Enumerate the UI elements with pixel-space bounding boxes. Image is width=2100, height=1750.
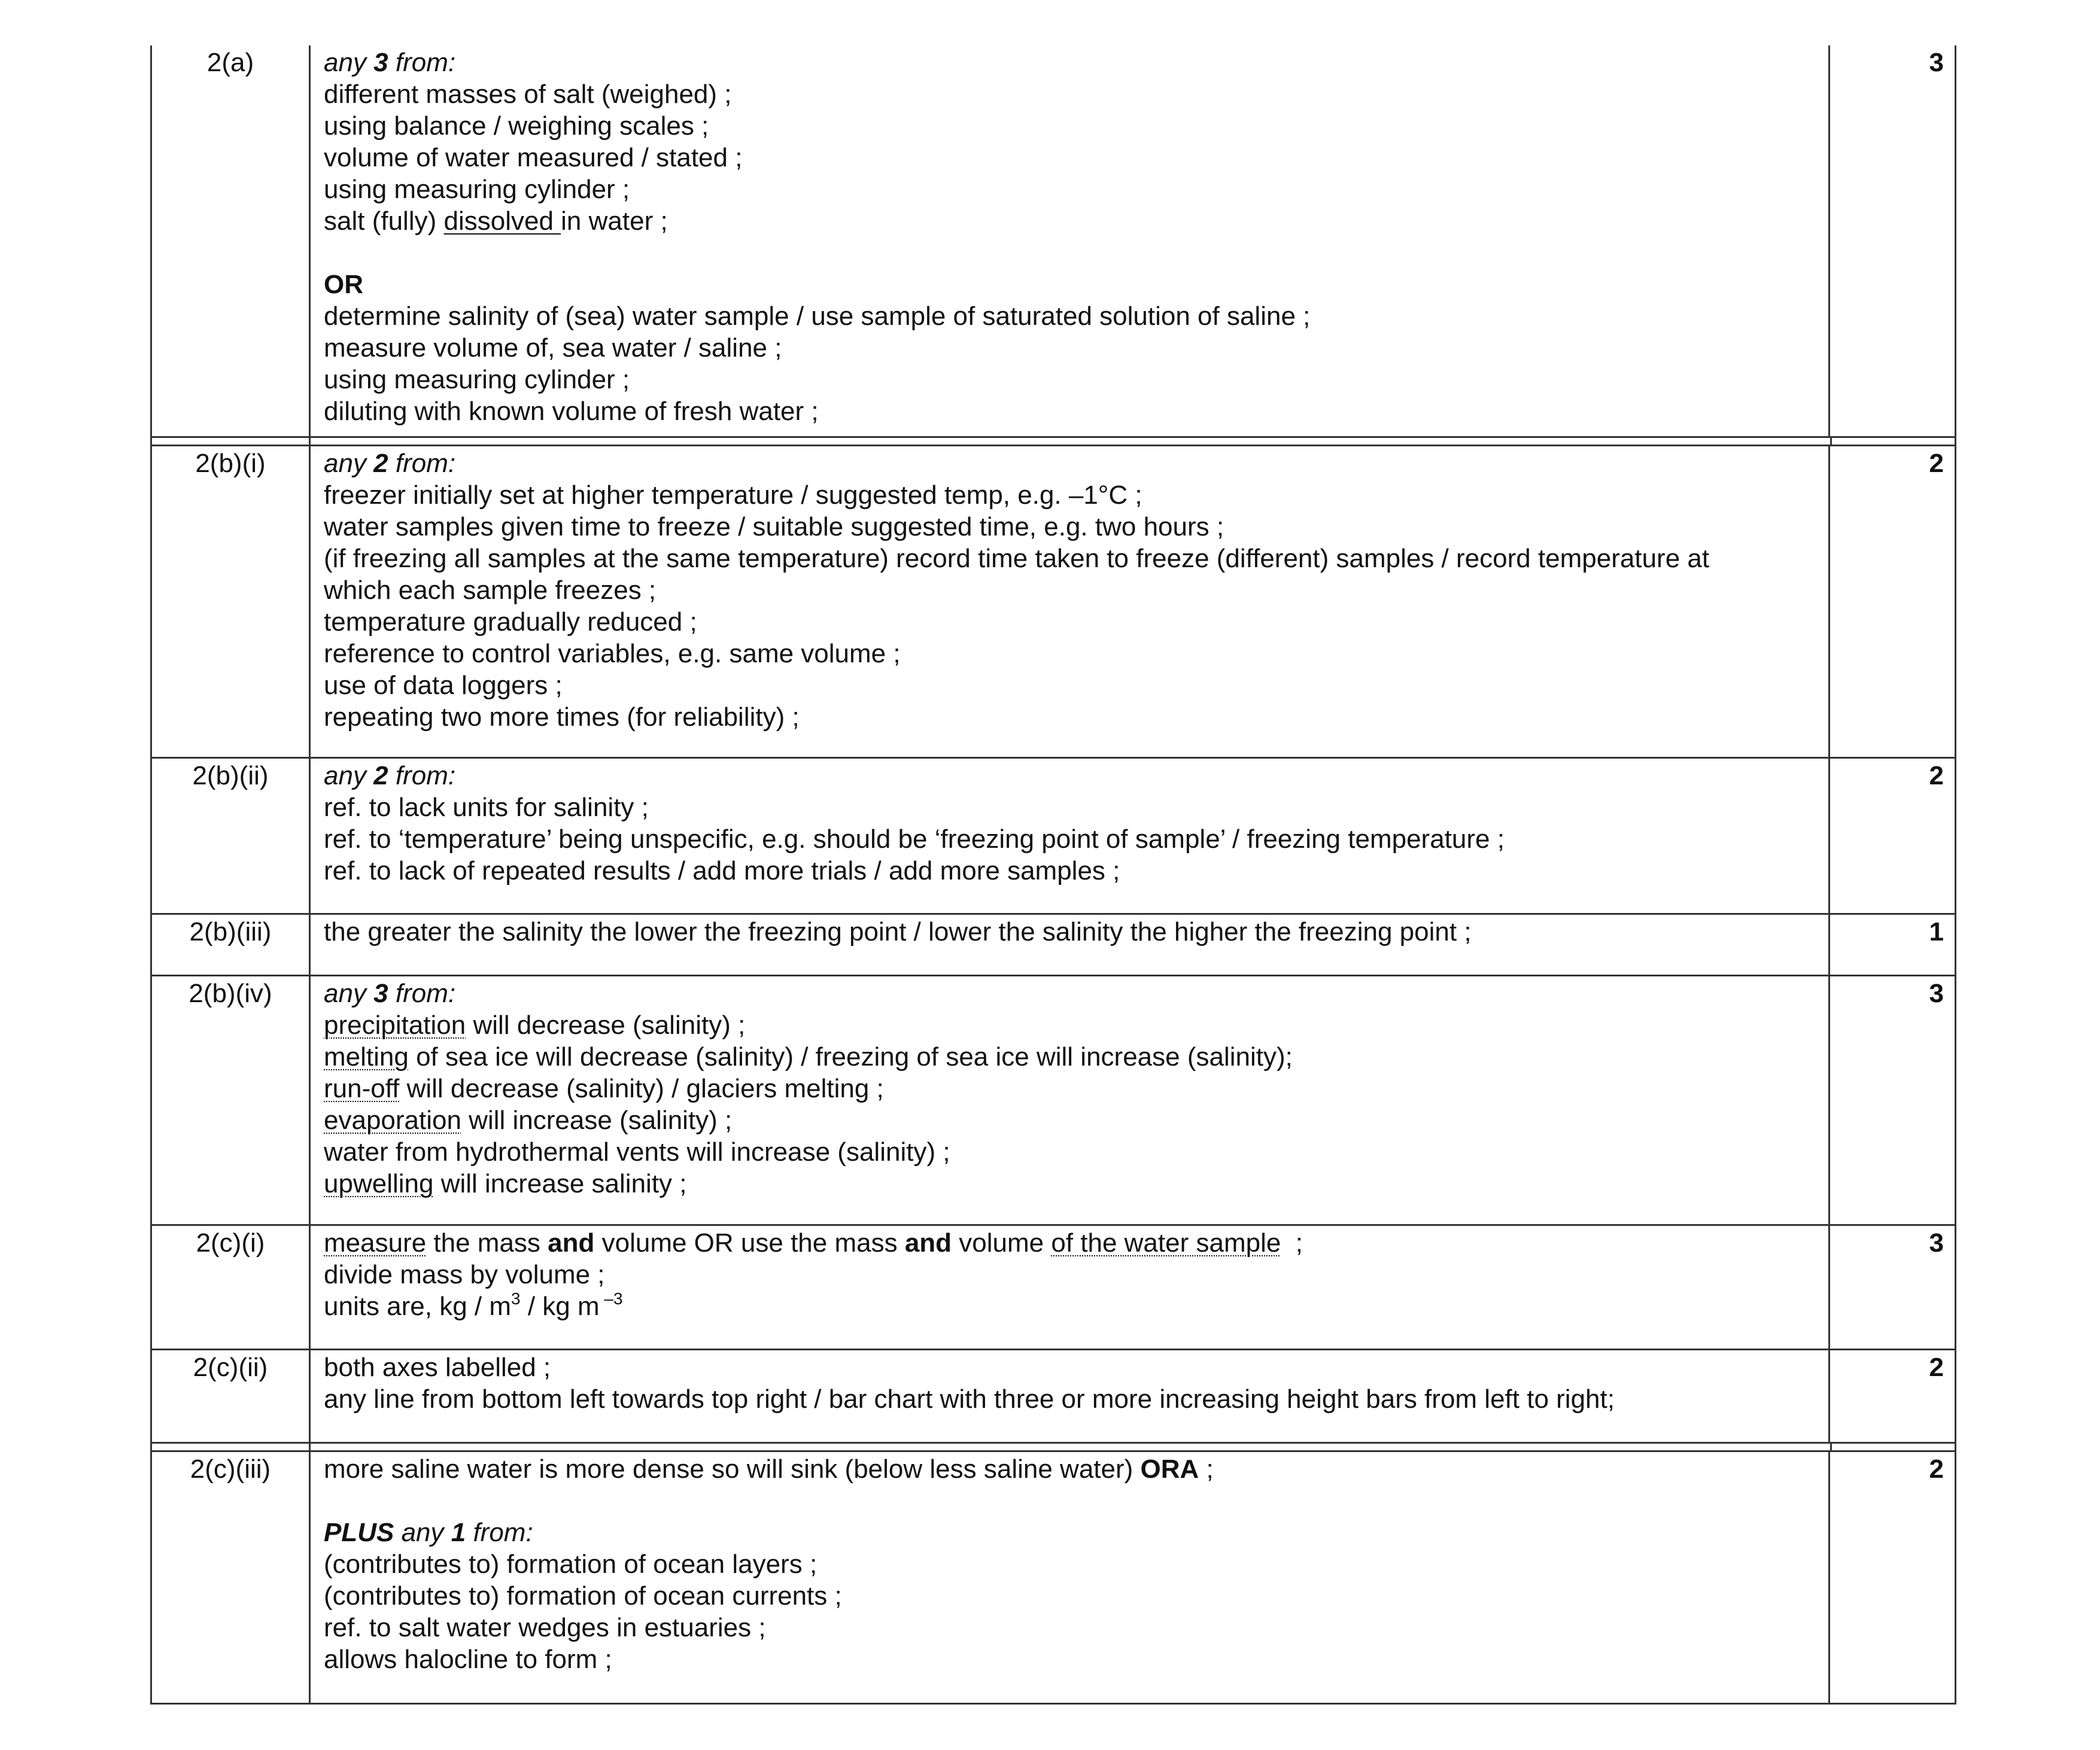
- answer-cell: [311, 1452, 1828, 1687]
- answer-line: salt (fully) dissolved in water ;: [324, 206, 668, 236]
- table-row: [150, 759, 1956, 915]
- answer-line: diluting with known volume of fresh water ;: [324, 397, 819, 426]
- answer-line: reference to control variables, e.g. same volume ;: [324, 639, 901, 668]
- question-number: 2(a): [152, 45, 311, 436]
- question-number: 2(c)(iii): [152, 1452, 311, 1703]
- answer-cell: [311, 1226, 1828, 1334]
- answer-line: using balance / weighing scales ;: [324, 111, 709, 141]
- answer-line: (contributes to) formation of ocean layers ;: [324, 1550, 817, 1579]
- answer-line: determine salinity of (sea) water sample / use sample of saturated solution of saline ;: [324, 302, 1311, 331]
- answer-line: water from hydrothermal vents will increase (salinity) ;: [324, 1137, 950, 1167]
- table-section-divider: [150, 438, 1956, 446]
- table-row: [150, 45, 1956, 438]
- answer-line: divide mass by volume ;: [324, 1260, 605, 1289]
- answer-line: the greater the salinity the lower the freezing point / lower the salinity the higher the freezing point ;: [324, 917, 1472, 946]
- answer-line: ref. to lack units for salinity ;: [324, 793, 649, 822]
- table-row: [150, 1452, 1956, 1705]
- or-label: OR: [324, 270, 363, 299]
- marks-cell: 2: [1828, 759, 1955, 913]
- question-number: 2(b)(iv): [152, 976, 311, 1224]
- question-number: 2(b)(iii): [152, 915, 311, 975]
- answer-line: ref. to lack of repeated results / add more trials / add more samples ;: [324, 856, 1120, 885]
- answer-line: any line from bottom left towards top right / bar chart with three or more increasing height bars from left to right;: [324, 1384, 1615, 1414]
- answer-cell: [311, 759, 1828, 899]
- marks-cell: 3: [1828, 1226, 1955, 1349]
- table-row: [150, 915, 1956, 976]
- table-row: [150, 1350, 1956, 1444]
- table-row: [150, 1226, 1956, 1350]
- answer-line: using measuring cylinder ;: [324, 365, 630, 394]
- answer-line: upwelling will increase salinity ;: [324, 1169, 687, 1198]
- marks-cell: 2: [1828, 446, 1955, 757]
- answer-line: repeating two more times (for reliability) ;: [324, 702, 800, 732]
- answer-line: measure the mass and volume OR use the mass and volume of the water sample ;: [324, 1228, 1303, 1258]
- answer-line: temperature gradually reduced ;: [324, 607, 697, 637]
- answer-line: (if freezing all samples at the same temperature) record time taken to freeze (different) samples / record temperature at: [324, 544, 1710, 573]
- table-row: [150, 976, 1956, 1226]
- plus-intro: PLUS any 1 from:: [324, 1518, 533, 1547]
- answer-cell: [311, 45, 1828, 439]
- question-number: 2(c)(i): [152, 1226, 311, 1349]
- answer-line: (contributes to) formation of ocean currents ;: [324, 1581, 842, 1611]
- answer-cell: [311, 976, 1828, 1212]
- answer-line: evaporation will increase (salinity) ;: [324, 1106, 733, 1135]
- answer-line: freezer initially set at higher temperature / suggested temp, e.g. –1°C ;: [324, 480, 1142, 510]
- answer-line: ref. to salt water wedges in estuaries ;: [324, 1613, 766, 1642]
- answer-line: melting of sea ice will decrease (salinity) / freezing of sea ice will increase (salinity);: [324, 1042, 1293, 1072]
- answer-line: different masses of salt (weighed) ;: [324, 80, 732, 109]
- answer-line: more saline water is more dense so will sink (below less saline water) ORA ;: [324, 1454, 1214, 1484]
- question-number: 2(b)(ii): [152, 759, 311, 913]
- answer-cell: [311, 1350, 1828, 1427]
- answer-line: water samples given time to freeze / suitable suggested time, e.g. two hours ;: [324, 512, 1224, 541]
- answer-line: both axes labelled ;: [324, 1353, 551, 1382]
- marks-cell: 3: [1828, 976, 1955, 1224]
- question-number: 2(b)(i): [152, 446, 311, 757]
- units-line: units are, kg / $m^3$ / kg m $^{-3}$: [324, 1289, 623, 1321]
- answer-line: using measuring cylinder ;: [324, 175, 630, 204]
- answer-line: run-off will decrease (salinity) / glaciers melting ;: [324, 1074, 884, 1103]
- answer-cell: [311, 915, 1828, 960]
- answer-line: precipitation will decrease (salinity) ;: [324, 1011, 746, 1040]
- table-section-divider: [150, 1444, 1956, 1452]
- answer-line: use of data loggers ;: [324, 671, 563, 700]
- any-from-intro: any 2 from:: [324, 449, 456, 478]
- answer-line: volume of water measured / stated ;: [324, 143, 743, 172]
- mark-scheme-table: [150, 45, 1956, 1705]
- any-from-intro: any 2 from:: [324, 761, 456, 790]
- table-row: [150, 446, 1956, 759]
- marks-cell: 2: [1828, 1452, 1955, 1703]
- any-from-intro: any 3 from:: [324, 979, 456, 1008]
- answer-line: measure volume of, sea water / saline ;: [324, 333, 782, 363]
- any-from-intro: any 3 from:: [324, 48, 456, 77]
- marks-cell: 2: [1828, 1350, 1955, 1442]
- marks-cell: 1: [1828, 915, 1955, 975]
- answer-line: ref. to ‘temperature’ being unspecific, e.g. should be ‘freezing point of sample’ / freezing temperature ;: [324, 824, 1505, 854]
- question-number: 2(c)(ii): [152, 1350, 311, 1442]
- answer-cell: [311, 446, 1828, 745]
- answer-line: which each sample freezes ;: [324, 576, 657, 605]
- marks-cell: 3: [1828, 45, 1955, 436]
- answer-line: allows halocline to form ;: [324, 1645, 612, 1674]
